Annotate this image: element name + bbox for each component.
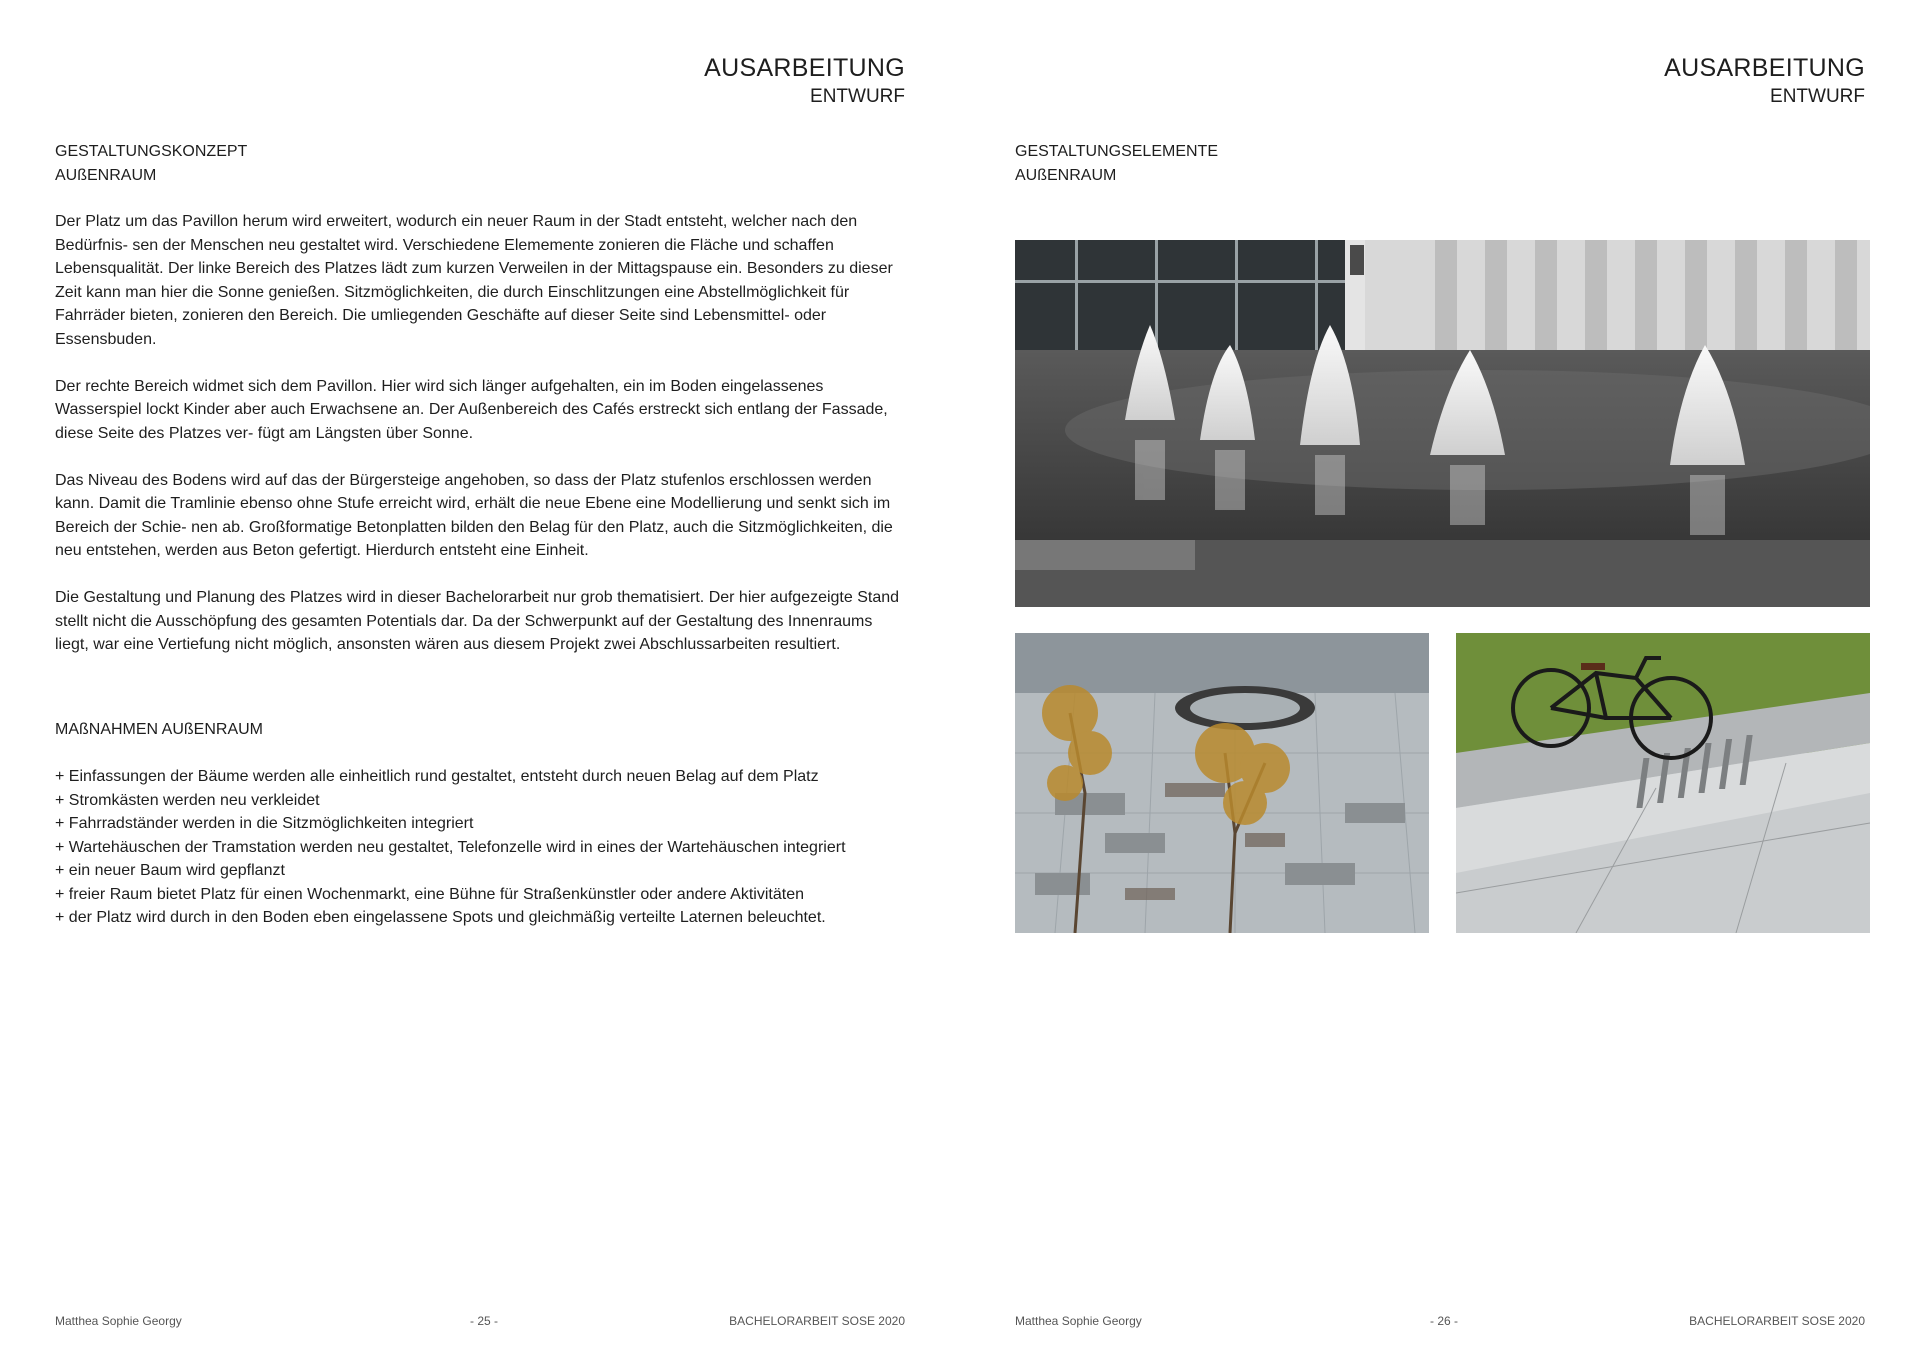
- list-item: + der Platz wird durch in den Boden eben eingelassene Spots und gleichmäßig verteilte Laternen beleuchtet.: [55, 909, 826, 926]
- right-page: [960, 0, 1920, 1357]
- footer-author: Matthea Sophie Georgy: [1015, 1314, 1142, 1328]
- section-heading: [1015, 140, 1218, 187]
- header-subtitle: ENTWURF: [1770, 86, 1865, 107]
- plaza-trees-photo: [1015, 633, 1429, 933]
- list-item: + ein neuer Baum wird gepflanzt: [55, 862, 285, 879]
- header-title: AUSARBEITUNG: [704, 54, 905, 82]
- list-item: + Wartehäuschen der Tramstation werden neu gestaltet, Telefonzelle wird in eines der Wartehäuschen integriert: [55, 838, 846, 856]
- section-heading-line2: AUßENRAUM: [1015, 166, 1117, 184]
- section-heading-line2: AUßENRAUM: [55, 166, 157, 184]
- list-item: + Fahrradständer werden in die Sitzmöglichkeiten integriert: [55, 815, 474, 832]
- paragraph: Das Niveau des Bodens wird auf das der Bürgersteige angehoben, so dass der Platz stufenlos erschlossen werden kann. Damit die Tramlinie ebenso ohne Stufe erreicht wird, erhält die neue Ebene eine Modellierung und senkt sich im Bereich der Schie- nen ab. Großformatige Betonplatten bilden den Belag für den Platz, auch die Sitzmöglichkeiten, die neu entstehen, werden aus Beton gefertigt. Hierdurch entsteht eine Einheit.: [55, 471, 893, 559]
- list-item: + Stromkästen werden neu verkleidet: [55, 791, 320, 809]
- paragraph: Der rechte Bereich widmet sich dem Pavillon. Hier wird sich länger aufgehalten, ein im Boden eingelassenes Wasserspiel lockt Kinder aber auch Erwachsene an. Der Außenbereich des Cafés erstreckt sich entlang der Fassade, diese Seite des Platzes ver- fügt am Längsten über Sonne.: [55, 377, 888, 442]
- body-text: [55, 210, 910, 680]
- footer-label: BACHELORARBEIT SOSE 2020: [729, 1314, 905, 1328]
- footer-page-number: - 26 -: [1430, 1314, 1459, 1328]
- footer-author: Matthea Sophie Georgy: [55, 1314, 182, 1328]
- measures-list: [55, 765, 846, 930]
- paragraph: Die Gestaltung und Planung des Platzes wird in dieser Bachelorarbeit nur grob thematisiert. Der hier aufgezeigte Stand stellt nicht die Ausschöpfung des gesamten Potentials dar. Da der Schwerpunkt auf der Gestaltung des Innenraums liegt, war eine Vertiefung nicht möglich, ansonsten wären aus diesem Projekt zwei Abschlussarbeiten resultiert.: [55, 589, 900, 653]
- section-heading-line1: GESTALTUNGSKONZEPT: [55, 143, 248, 160]
- section-heading: [55, 140, 247, 187]
- list-item: + Einfassungen der Bäume werden alle einheitlich rund gestaltet, entsteht durch neuen Belag auf dem Platz: [55, 768, 819, 785]
- page-header: [1664, 56, 1865, 106]
- bike-bench-photo: [1456, 633, 1870, 933]
- page-header: [704, 56, 905, 106]
- header-title: AUSARBEITUNG: [1664, 54, 1865, 82]
- paragraph: Der Platz um das Pavillon herum wird erweitert, wodurch ein neuer Raum in der Stadt entsteht, welcher nach den Bedürfnis- sen der Menschen neu gestaltet wird. Verschiedene Elememente zonieren die Fläche und schaffen Lebensqualität. Der linke Bereich des Platzes lädt zum kurzen Verweilen in der Mittagspause ein. Besonders zu dieser Zeit kann man hier die Sonne genießen. Sitzmöglichkeiten, die durch Einschlitzungen eine Abstellmöglichkeit für Fahrräder bieten, zonieren den Bereich. Die umliegenden Geschäfte auf dieser Seite sind Lebensmittel- oder Essensbuden.: [55, 213, 893, 348]
- fountain-photo: [1015, 240, 1870, 607]
- measures-heading: MAßNAHMEN AUßENRAUM: [55, 721, 264, 738]
- footer-page-number: - 25 -: [470, 1314, 499, 1328]
- list-item: + freier Raum bietet Platz für einen Wochenmarkt, eine Bühne für Straßenkünstler oder andere Aktivitäten: [55, 885, 804, 903]
- footer-label: BACHELORARBEIT SOSE 2020: [1689, 1314, 1865, 1328]
- header-subtitle: ENTWURF: [810, 86, 905, 107]
- section-heading-line1: GESTALTUNGSELEMENTE: [1015, 143, 1218, 160]
